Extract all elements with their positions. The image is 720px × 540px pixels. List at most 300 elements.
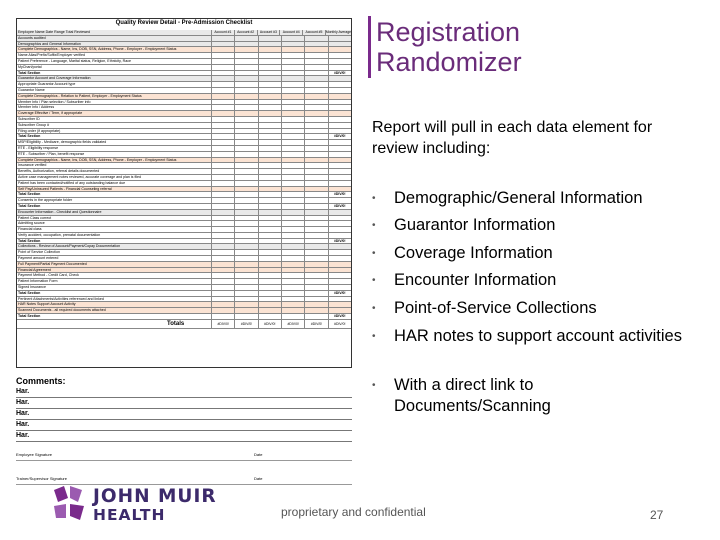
- checklist-cell: [211, 239, 234, 244]
- checklist-cell: [281, 192, 304, 197]
- checklist-cell: [328, 140, 351, 145]
- bullet-icon: •: [372, 220, 376, 231]
- checklist-cell: [304, 82, 327, 87]
- checklist-cell: [234, 244, 257, 249]
- checklist-cell: [304, 42, 327, 47]
- totals-cell: #DIV/0!: [304, 320, 327, 328]
- checklist-cell: [328, 216, 351, 221]
- checklist-cell: [234, 105, 257, 110]
- checklist-cell: [211, 262, 234, 267]
- checklist-cell: [328, 308, 351, 313]
- checklist-row-label: Total Section: [18, 192, 41, 197]
- checklist-cell: [234, 134, 257, 139]
- checklist-cell: [258, 158, 281, 163]
- checklist-row-label: HAR Notes Support Account Activity: [18, 302, 76, 307]
- checklist-cell: [304, 268, 327, 273]
- checklist-cell: [234, 314, 257, 319]
- checklist-cell: [281, 42, 304, 47]
- checklist-cell: [328, 129, 351, 134]
- title-line-2: Randomizer: [376, 47, 522, 77]
- checklist-cell: #DIV/0!: [328, 239, 351, 244]
- checklist-cell: [304, 134, 327, 139]
- checklist-cell: [304, 175, 327, 180]
- checklist-cell: [281, 117, 304, 122]
- checklist-cell: [258, 262, 281, 267]
- checklist-cell: [211, 158, 234, 163]
- totals-cell: #DIV/0!: [281, 320, 304, 328]
- checklist-cell: [258, 210, 281, 215]
- checklist-cell: [281, 47, 304, 52]
- checklist-cell: [211, 42, 234, 47]
- checklist-cell: [258, 273, 281, 278]
- checklist-cell: [304, 187, 327, 192]
- checklist-row-label: Member Info / Plan selection / Subscriber info: [18, 99, 91, 104]
- checklist-row-label: Coverage Effective / Term, if appropriate: [18, 111, 83, 116]
- checklist-cell: [304, 233, 327, 238]
- checklist-cell: [304, 88, 327, 93]
- checklist-cell: [258, 308, 281, 313]
- checklist-cell: [304, 65, 327, 70]
- checklist-cell: [304, 152, 327, 157]
- checklist-cell: [234, 158, 257, 163]
- checklist-row-label: Financial Agreement: [18, 267, 51, 272]
- checklist-cell: [211, 146, 234, 151]
- checklist-cell: [211, 244, 234, 249]
- checklist-cell: [281, 216, 304, 221]
- checklist-cell: [328, 105, 351, 110]
- checklist-cell: [258, 163, 281, 168]
- checklist-row-label: Filing order (if appropriate): [18, 128, 61, 133]
- checklist-cell: [211, 192, 234, 197]
- checklist-cell: [234, 129, 257, 134]
- supervisor-signature-line: Trainer/Supervisor Signature Date: [16, 474, 352, 485]
- checklist-cell: [281, 152, 304, 157]
- bullet-icon: •: [372, 275, 376, 286]
- checklist-cell: [234, 291, 257, 296]
- checklist-cell: [234, 227, 257, 232]
- checklist-cell: [281, 204, 304, 209]
- checklist-cell: [328, 117, 351, 122]
- checklist-row-label: Complete Demographics - Name, Ins, DOB, SSN, Address, Phone - Employer - Employment Status: [18, 47, 177, 52]
- checklist-cell: [234, 65, 257, 70]
- checklist-cell: [258, 198, 281, 203]
- bullet-icon: •: [372, 303, 376, 314]
- employee-signature-line: Employee Signature Date: [16, 450, 352, 461]
- checklist-cell: [234, 221, 257, 226]
- checklist-cell: [211, 221, 234, 226]
- comment-line: Har.: [16, 409, 352, 420]
- checklist-row-label: RTE - Eligibility response: [18, 145, 59, 150]
- checklist-cell: [234, 273, 257, 278]
- checklist-cell: [211, 308, 234, 313]
- checklist-cell: [328, 285, 351, 290]
- checklist-cell: [211, 216, 234, 221]
- checklist-cell: #DIV/0!: [328, 291, 351, 296]
- totals-cell: #DIV/0!: [258, 320, 281, 328]
- checklist-cell: [211, 71, 234, 76]
- checklist-cell: [281, 273, 304, 278]
- checklist-cell: [328, 94, 351, 99]
- checklist-cell: [234, 47, 257, 52]
- checklist-cell: [281, 302, 304, 307]
- checklist-cell: [281, 100, 304, 105]
- checklist-row-label: Verify accident, occupation, prenatal documentation: [18, 232, 101, 237]
- checklist-cell: [211, 163, 234, 168]
- checklist-cell: [211, 94, 234, 99]
- checklist-row-label: RTE - Subscriber / Plan, benefit response: [18, 151, 85, 156]
- checklist-cell: [328, 268, 351, 273]
- column-header: Monthly Average: [325, 30, 352, 34]
- checklist-cell: [234, 82, 257, 87]
- checklist-cell: [234, 187, 257, 192]
- checklist-cell: [328, 279, 351, 284]
- checklist-cell: [211, 169, 234, 174]
- checklist-cell: [234, 256, 257, 261]
- checklist-cell: [234, 36, 257, 41]
- checklist-row-label: Signed Insurance: [18, 285, 46, 290]
- checklist-row-label: Financial class: [18, 227, 42, 232]
- checklist-cell: [211, 47, 234, 52]
- checklist-cell: [328, 146, 351, 151]
- checklist-cell: [281, 175, 304, 180]
- checklist-row-label: Subscriber ID: [18, 116, 40, 121]
- column-header: Account #3: [257, 30, 280, 35]
- checklist-cell: [258, 100, 281, 105]
- checklist-cell: [328, 158, 351, 163]
- checklist-row-label: Demographics and General Information: [18, 41, 81, 46]
- checklist-cell: [234, 262, 257, 267]
- checklist-row-label: Full Payment/Partial Payment Documented: [18, 261, 87, 266]
- checklist-cell: [211, 227, 234, 232]
- john-muir-health-logo: [50, 484, 240, 528]
- checklist-cell: [328, 210, 351, 215]
- checklist-cell: [211, 314, 234, 319]
- checklist-cell: [304, 111, 327, 116]
- checklist-cell: [304, 123, 327, 128]
- totals-row: [17, 320, 351, 329]
- checklist-cell: [234, 285, 257, 290]
- checklist-cell: [328, 233, 351, 238]
- checklist-cell: [281, 169, 304, 174]
- checklist-cell: [234, 59, 257, 64]
- checklist-cell: [258, 94, 281, 99]
- checklist-cell: [328, 221, 351, 226]
- flower-logo-icon: [50, 484, 90, 524]
- checklist-cell: [258, 204, 281, 209]
- checklist-cell: [328, 302, 351, 307]
- checklist-cell: [281, 198, 304, 203]
- checklist-cell: [258, 146, 281, 151]
- checklist-row-label: Payment Method - Credit Card, Check: [18, 273, 79, 278]
- checklist-row-label: Total Section: [18, 134, 41, 139]
- checklist-cell: [211, 285, 234, 290]
- checklist-cell: [211, 117, 234, 122]
- checklist-title: Quality Review Detail - Pre-Admission Checklist: [115, 20, 253, 26]
- checklist-cell: [281, 59, 304, 64]
- checklist-cell: [281, 256, 304, 261]
- checklist-cell: [211, 53, 234, 58]
- checklist-cell: [304, 146, 327, 151]
- checklist-row-label: Appropriate Guarantor Account type: [18, 82, 76, 87]
- checklist-cell: [258, 59, 281, 64]
- checklist-cell: [304, 94, 327, 99]
- checklist-row-label: Consents in the appropriate folder: [18, 198, 73, 203]
- checklist-cell: [281, 163, 304, 168]
- checklist-cell: [304, 227, 327, 232]
- checklist-cell: [304, 158, 327, 163]
- logo-text-line1: JOHN MUIR: [93, 486, 217, 507]
- page-number: 27: [650, 508, 664, 522]
- checklist-cell: [304, 198, 327, 203]
- checklist-cell: [328, 163, 351, 168]
- checklist-cell: [281, 187, 304, 192]
- checklist-cell: [281, 233, 304, 238]
- checklist-cell: [211, 268, 234, 273]
- checklist-cell: [304, 314, 327, 319]
- checklist-cell: #DIV/0!: [328, 134, 351, 139]
- checklist-cell: [304, 192, 327, 197]
- checklist-cell: [234, 210, 257, 215]
- checklist-cell: [234, 175, 257, 180]
- checklist-cell: [211, 76, 234, 81]
- checklist-cell: [281, 146, 304, 151]
- checklist-row-label: Subscriber Group #: [18, 122, 50, 127]
- bullet-icon: •: [372, 380, 376, 391]
- checklist-cell: [234, 239, 257, 244]
- checklist-cell: [328, 297, 351, 302]
- checklist-cell: [258, 302, 281, 307]
- checklist-cell: [281, 123, 304, 128]
- checklist-cell: [328, 65, 351, 70]
- checklist-cell: [304, 262, 327, 267]
- checklist-row-label: Point of Service Collection: [18, 250, 60, 255]
- checklist-row-label: Patient Information Form: [18, 279, 58, 284]
- checklist-cell: [304, 100, 327, 105]
- checklist-cell: [234, 152, 257, 157]
- checklist-cell: [234, 76, 257, 81]
- checklist-cell: [211, 175, 234, 180]
- checklist-cell: [234, 88, 257, 93]
- checklist-row-label: Total Section: [18, 290, 41, 295]
- slide-title: [376, 17, 522, 77]
- checklist-cell: [258, 250, 281, 255]
- checklist-cell: [211, 123, 234, 128]
- checklist-cell: [328, 76, 351, 81]
- checklist-cell: [328, 111, 351, 116]
- checklist-cell: [258, 123, 281, 128]
- checklist-cell: [211, 210, 234, 215]
- checklist-cell: [258, 239, 281, 244]
- checklist-cell: [258, 88, 281, 93]
- checklist-cell: [234, 308, 257, 313]
- checklist-cell: [211, 256, 234, 261]
- checklist-cell: [281, 297, 304, 302]
- checklist-cell: #DIV/0!: [328, 204, 351, 209]
- checklist-cell: [304, 47, 327, 52]
- checklist-cell: [234, 140, 257, 145]
- checklist-row-label: Accounts audited: [18, 35, 46, 40]
- checklist-cell: [281, 94, 304, 99]
- checklist-cell: [304, 297, 327, 302]
- checklist-row-label: Self Pay/Uninsured Patients - Financial Counseling referral: [18, 186, 112, 191]
- checklist-cell: [258, 216, 281, 221]
- checklist-row-label: Payment amount entered: [18, 256, 59, 261]
- checklist-cell: [304, 239, 327, 244]
- checklist-cell: [304, 71, 327, 76]
- checklist-cell: [258, 152, 281, 157]
- checklist-cell: [234, 302, 257, 307]
- checklist-row-label: Benefits, Authorization, referral details documented: [18, 169, 100, 174]
- checklist-cell: [281, 262, 304, 267]
- checklist-cell: [258, 175, 281, 180]
- checklist-cell: [281, 268, 304, 273]
- bullet-icon: •: [372, 331, 376, 342]
- checklist-cell: [281, 314, 304, 319]
- checklist-cell: [234, 250, 257, 255]
- checklist-cell: [328, 262, 351, 267]
- checklist-cell: [281, 82, 304, 87]
- checklist-cell: [281, 36, 304, 41]
- checklist-cell: [328, 82, 351, 87]
- checklist-cell: [304, 76, 327, 81]
- checklist-cell: [211, 100, 234, 105]
- checklist-cell: [211, 140, 234, 145]
- checklist-cell: [211, 233, 234, 238]
- logo-text-line2: HEALTH: [93, 506, 166, 524]
- checklist-cell: [281, 244, 304, 249]
- checklist-cell: [258, 279, 281, 284]
- checklist-row-label: Total Section: [18, 203, 41, 208]
- checklist-cell: [304, 244, 327, 249]
- checklist-row-label: Admitting source: [18, 221, 45, 226]
- checklist-cell: [258, 140, 281, 145]
- title-accent-bar: [368, 16, 371, 78]
- checklist-cell: [258, 53, 281, 58]
- footer-confidential: proprietary and confidential: [281, 505, 426, 519]
- comments-title: Comments:: [16, 376, 66, 386]
- checklist-cell: [328, 36, 351, 41]
- checklist-cell: [304, 210, 327, 215]
- checklist-cell: [234, 163, 257, 168]
- checklist-cell: [258, 187, 281, 192]
- checklist-cell: [234, 71, 257, 76]
- checklist-cell: [304, 302, 327, 307]
- checklist-cell: [281, 65, 304, 70]
- checklist-cell: [304, 181, 327, 186]
- checklist-cell: [211, 134, 234, 139]
- checklist-row-label: MyChart/portal: [18, 64, 42, 69]
- checklist-cell: [281, 221, 304, 226]
- checklist-cell: [304, 221, 327, 226]
- comment-line: Har.: [16, 420, 352, 431]
- checklist-cell: [258, 285, 281, 290]
- checklist-cell: [234, 123, 257, 128]
- checklist-cell: [328, 273, 351, 278]
- checklist-cell: [328, 59, 351, 64]
- checklist-cell: [304, 117, 327, 122]
- checklist-cell: [211, 129, 234, 134]
- checklist-cell: [258, 117, 281, 122]
- checklist-cell: [211, 250, 234, 255]
- checklist-cell: [328, 169, 351, 174]
- checklist-cell: [234, 94, 257, 99]
- checklist-cell: [304, 216, 327, 221]
- checklist-cell: [234, 216, 257, 221]
- checklist-cell: [258, 134, 281, 139]
- checklist-cell: [304, 105, 327, 110]
- checklist-cell: [234, 181, 257, 186]
- bullet-icon: •: [372, 193, 376, 204]
- checklist-cell: [211, 65, 234, 70]
- checklist-cell: [281, 158, 304, 163]
- checklist-cell: [211, 36, 234, 41]
- checklist-cell: [258, 71, 281, 76]
- checklist-cell: [258, 244, 281, 249]
- checklist-cell: [281, 279, 304, 284]
- bullet-icon: •: [372, 248, 376, 259]
- checklist-cell: [328, 53, 351, 58]
- checklist-row-label: MSP/Eligibility - Medicare, demographic fields validated: [18, 140, 107, 145]
- checklist-cell: [258, 82, 281, 87]
- checklist-cell: [211, 279, 234, 284]
- checklist-cell: [234, 111, 257, 116]
- checklist-row-label: Insurance verified: [18, 163, 47, 168]
- checklist-cell: [304, 169, 327, 174]
- checklist-cell: [234, 117, 257, 122]
- checklist-cell: [258, 129, 281, 134]
- checklist-cell: [258, 105, 281, 110]
- checklist-cell: [281, 105, 304, 110]
- checklist-cell: [328, 100, 351, 105]
- checklist-cell: [258, 256, 281, 261]
- checklist-cell: [281, 210, 304, 215]
- checklist-cell: [304, 256, 327, 261]
- checklist-cell: [304, 59, 327, 64]
- comment-line: Har.: [16, 387, 352, 398]
- checklist-row-label: Complete Demographics - Relation to Patient, Employer - Employment Status: [18, 93, 142, 98]
- checklist-cell: [258, 227, 281, 232]
- checklist-row-label: Member Info / Address: [18, 105, 55, 110]
- checklist-cell: [211, 291, 234, 296]
- checklist-cell: [281, 285, 304, 290]
- checklist-cell: [211, 111, 234, 116]
- checklist-cell: [281, 181, 304, 186]
- checklist-cell: [234, 268, 257, 273]
- checklist-cell: [328, 250, 351, 255]
- checklist-cell: [304, 53, 327, 58]
- checklist-row-label: Total Section: [18, 238, 41, 243]
- checklist-cell: [281, 76, 304, 81]
- checklist-cell: [258, 65, 281, 70]
- checklist-row-label: Name Alias/Prefix/Suffix/Employer verified: [18, 53, 86, 58]
- checklist-cell: [234, 53, 257, 58]
- checklist-cell: [211, 187, 234, 192]
- checklist-row-label: Total Section: [18, 70, 41, 75]
- checklist-cell: [304, 308, 327, 313]
- checklist-cell: [258, 169, 281, 174]
- checklist-cell: [304, 250, 327, 255]
- checklist-cell: [258, 47, 281, 52]
- checklist-cell: [304, 204, 327, 209]
- checklist-cell: [211, 82, 234, 87]
- comment-line: Har.: [16, 398, 352, 409]
- checklist-row-label: Guarantor Account and Coverage Information: [18, 76, 91, 81]
- checklist-cell: [211, 302, 234, 307]
- intro-text: Report will pull in each data element for review including:: [372, 119, 653, 157]
- checklist-cell: [328, 47, 351, 52]
- checklist-cell: [234, 198, 257, 203]
- checklist-cell: [234, 297, 257, 302]
